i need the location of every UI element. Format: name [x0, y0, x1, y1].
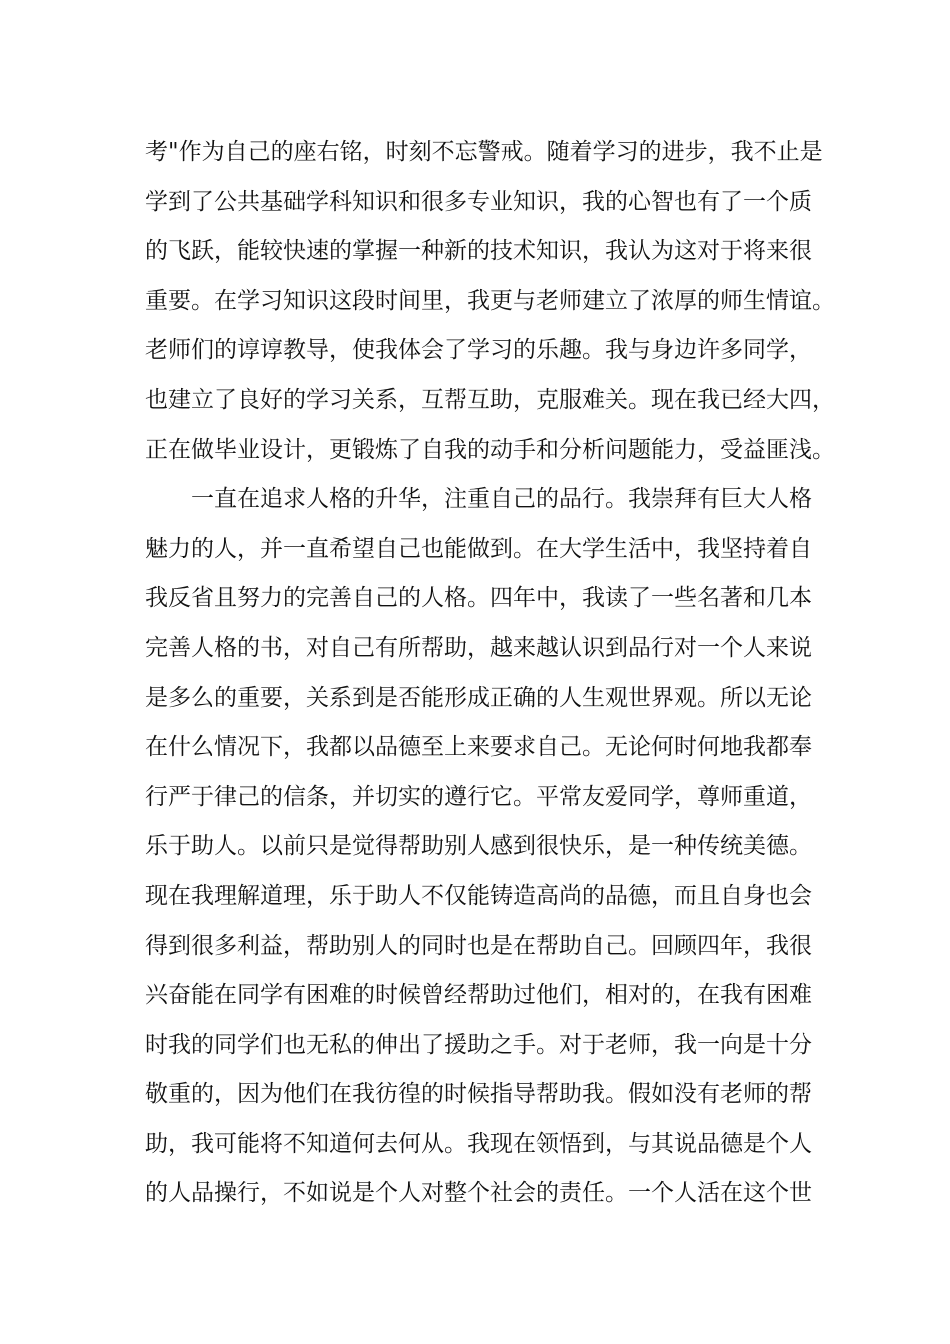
- text-line: 完善人格的书，对自己有所帮助，越来越认识到品行对一个人来说: [145, 634, 812, 661]
- text-line: 助，我可能将不知道何去何从。我现在领悟到，与其说品德是个人: [145, 1130, 812, 1157]
- text-line: 是多么的重要，关系到是否能形成正确的人生观世界观。所以无论: [145, 684, 812, 711]
- text-line: 重要。在学习知识这段时间里，我更与老师建立了浓厚的师生情谊。: [145, 287, 835, 314]
- text-line: 我反省且努力的完善自己的人格。四年中，我读了一些名著和几本: [145, 585, 812, 612]
- text-line: 敬重的，因为他们在我彷徨的时候指导帮助我。假如没有老师的帮: [145, 1081, 812, 1108]
- text-line: 学到了公共基础学科知识和很多专业知识，我的心智也有了一个质: [145, 188, 812, 215]
- text-line: 正在做毕业设计，更锻炼了自我的动手和分析问题能力，受益匪浅。: [145, 436, 835, 463]
- text-line: 得到很多利益，帮助别人的同时也是在帮助自己。回顾四年，我很: [145, 932, 812, 959]
- text-line: 考"作为自己的座右铭，时刻不忘警戒。随着学习的进步，我不止是: [145, 139, 823, 165]
- text-line: 乐于助人。以前只是觉得帮助别人感到很快乐，是一种传统美德。: [145, 833, 812, 860]
- text-line: 也建立了良好的学习关系，互帮互助，克服难关。现在我已经大四，: [145, 386, 835, 413]
- text-line: 行严于律己的信条，并切实的遵行它。平常友爱同学，尊师重道，: [145, 783, 812, 810]
- text-line: 在什么情况下，我都以品德至上来要求自己。无论何时何地我都奉: [145, 734, 812, 761]
- body-text: [145, 128, 835, 1219]
- text-line: 兴奋能在同学有困难的时候曾经帮助过他们，相对的，在我有困难: [145, 982, 812, 1009]
- text-line: 的飞跃，能较快速的掌握一种新的技术知识，我认为这对于将来很: [145, 238, 812, 265]
- text-line: 老师们的谆谆教导，使我体会了学习的乐趣。我与身边许多同学，: [145, 337, 812, 364]
- text-line: 魅力的人，并一直希望自己也能做到。在大学生活中，我坚持着自: [145, 535, 812, 562]
- text-line: 的人品操行，不如说是个人对整个社会的责任。一个人活在这个世: [145, 1180, 812, 1207]
- paragraph-first-line: 一直在追求人格的升华，注重自己的品行。我崇拜有巨大人格: [191, 486, 812, 513]
- text-line: 现在我理解道理，乐于助人不仅能铸造高尚的品德，而且自身也会: [145, 882, 812, 909]
- text-line: 时我的同学们也无私的伸出了援助之手。对于老师，我一向是十分: [145, 1031, 812, 1058]
